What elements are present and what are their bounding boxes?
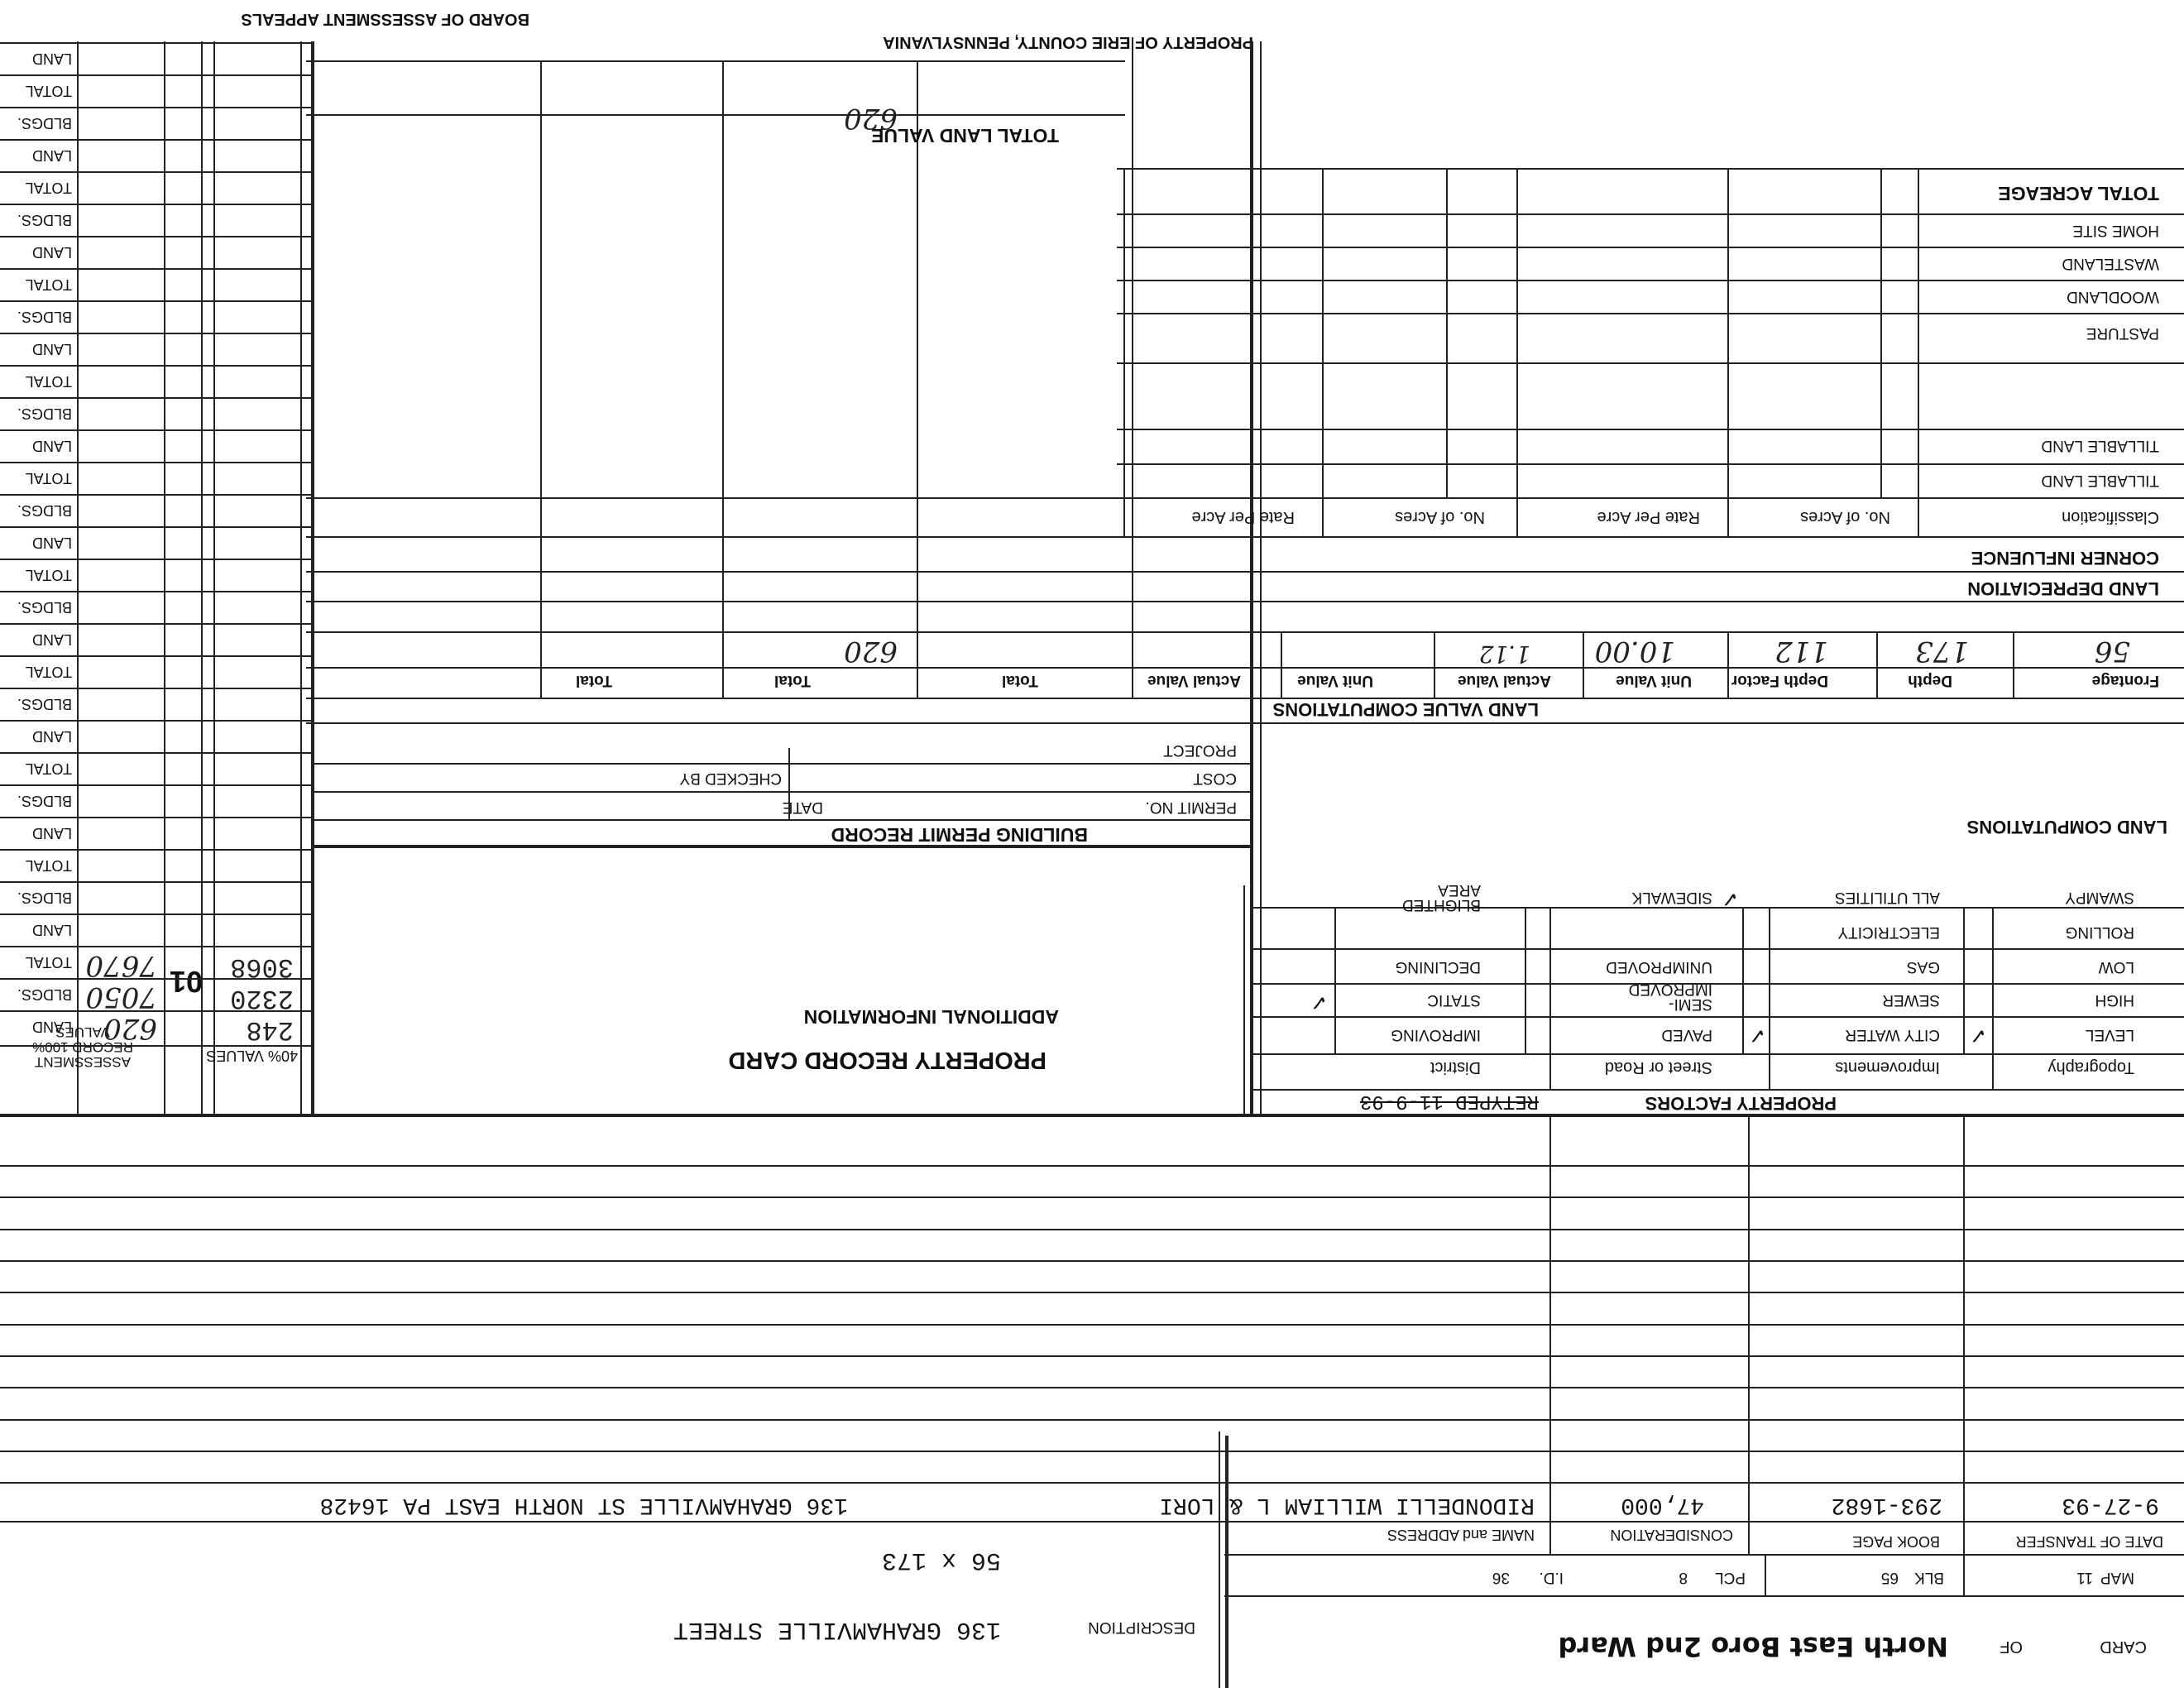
assessment-row-label: TOTAL bbox=[25, 470, 72, 487]
header-divider bbox=[1225, 1436, 1228, 1688]
assessment-rule bbox=[0, 526, 314, 528]
blk-label: BLK bbox=[1914, 1569, 1944, 1586]
assessment-rule bbox=[0, 946, 314, 947]
transfer-col-1 bbox=[1963, 1117, 1965, 1556]
assessment-row-label: LAND bbox=[31, 147, 72, 164]
assessment-row-label: LAND bbox=[31, 535, 72, 551]
topo-level: LEVEL bbox=[2085, 1026, 2134, 1043]
land100-value: 620 bbox=[103, 1012, 157, 1045]
map-label: MAP bbox=[2100, 1569, 2134, 1586]
header-divider-2 bbox=[1219, 1431, 1220, 1688]
acre-col-classification: Classification bbox=[2062, 508, 2159, 526]
acre-col bbox=[1918, 170, 1919, 538]
assessment-rule bbox=[0, 236, 314, 237]
assessment-row-label: TOTAL bbox=[25, 664, 72, 680]
header-rule-1 bbox=[1224, 1595, 2184, 1597]
imp-sewer: SEWER bbox=[1882, 991, 1940, 1009]
assessment-rule bbox=[0, 623, 314, 625]
additional-info-title: ADDITIONAL INFORMATION bbox=[803, 1006, 1059, 1028]
assessment-rule bbox=[0, 720, 314, 722]
assessment-row-label: LAND bbox=[31, 341, 72, 357]
land-computations-title: LAND COMPUTATIONS bbox=[1966, 817, 2167, 837]
assessment-row-label: TOTAL bbox=[25, 373, 72, 390]
transfer-rule bbox=[0, 1451, 2184, 1452]
assessment-rule bbox=[0, 268, 314, 270]
transfer-rule bbox=[0, 1387, 2184, 1388]
assessment-row-label: LAND bbox=[31, 438, 72, 454]
values-border bbox=[311, 41, 314, 1117]
factors-col bbox=[1549, 909, 1551, 1091]
permit-rule bbox=[314, 763, 1253, 765]
values-col bbox=[213, 41, 215, 1117]
acre-rule bbox=[1117, 362, 2184, 364]
assessment-rule bbox=[0, 978, 314, 980]
property-factors-title: PROPERTY FACTORS bbox=[1645, 1093, 1837, 1114]
acre-col bbox=[1123, 170, 1125, 538]
transfer-consideration-header: CONSIDERATION bbox=[1610, 1527, 1733, 1543]
imp-electricity: ELECTRICITY bbox=[1837, 923, 1940, 941]
assessment-label: ASSESSMENT RECORD 100% VALUES bbox=[32, 1024, 133, 1070]
assessment-rule bbox=[0, 74, 314, 76]
description-label: DESCRIPTION bbox=[1088, 1618, 1195, 1636]
col-frontage: Frontage bbox=[2091, 672, 2159, 689]
lvc-rule bbox=[306, 722, 2184, 724]
assessment-rule bbox=[0, 139, 314, 141]
assessment-row-label: BLDGS. bbox=[17, 212, 72, 228]
assessment-rule bbox=[0, 462, 314, 463]
assessment-rule bbox=[0, 107, 314, 108]
permit-col bbox=[788, 748, 790, 821]
transfer-rule bbox=[0, 1355, 2184, 1357]
acre-rule bbox=[1117, 247, 2184, 248]
transfer-book-header: BOOK PAGE bbox=[1852, 1533, 1940, 1550]
lvc-rule bbox=[306, 601, 2184, 602]
bldgs40-value: 2320 bbox=[230, 983, 294, 1014]
permit-date-label: DATE bbox=[782, 798, 823, 816]
acre-row-tillable-1: TILLABLE LAND bbox=[2041, 472, 2159, 489]
record-left-border bbox=[1250, 41, 1253, 1117]
col-unit-value-2: Unit Value bbox=[1297, 672, 1373, 689]
section-rule bbox=[0, 1114, 2184, 1117]
blk-value: 65 bbox=[1880, 1569, 1899, 1586]
assessment-row-label: BLDGS. bbox=[17, 890, 72, 906]
main-divider bbox=[1260, 41, 1262, 1117]
description-street: 136 GRAHAMVILLE STREET bbox=[673, 1615, 1001, 1643]
land40-value: 248 bbox=[246, 1014, 294, 1045]
assessment-row-label: TOTAL bbox=[25, 857, 72, 874]
lvc-col-long bbox=[917, 62, 918, 699]
lvc-rule bbox=[306, 571, 2184, 573]
factors-col bbox=[1992, 909, 1994, 1091]
frontage-value: 56 bbox=[2094, 635, 2130, 668]
acre-row-pasture: PASTURE bbox=[2086, 324, 2159, 342]
assessment-row-label: BLDGS. bbox=[17, 309, 72, 325]
county-owner-label: PROPERTY OF ERIE COUNTY, PENNSYLVANIA bbox=[883, 33, 1253, 51]
permit-rule bbox=[314, 791, 1253, 793]
lvc-col bbox=[1434, 633, 1435, 699]
total-land-value-label: TOTAL LAND VALUE bbox=[870, 125, 1059, 146]
retyped-note: RETYPED 11-9-93 bbox=[1359, 1090, 1539, 1112]
assessment-row-label: TOTAL bbox=[25, 83, 72, 99]
total40-value: 3068 bbox=[230, 952, 294, 982]
assessment-rule bbox=[0, 333, 314, 334]
acre-row-tillable-2: TILLABLE LAND bbox=[2041, 437, 2159, 454]
id-label: I.D. bbox=[1539, 1569, 1564, 1586]
col-improvements: Improvements bbox=[1835, 1058, 1940, 1077]
assessment-rule bbox=[0, 171, 314, 173]
transfer-name: RIDONDELLI WILLIAM L & LORI bbox=[1159, 1492, 1535, 1518]
bldgs100-value: 7050 bbox=[85, 981, 157, 1014]
permit-project-label: PROJECT bbox=[1163, 741, 1237, 759]
street-unimproved: UNIMPROVED bbox=[1606, 958, 1712, 976]
assessment-row-label: BLDGS. bbox=[17, 696, 72, 712]
assessment-row-label: LAND bbox=[31, 728, 72, 745]
actual-value: 1.12 bbox=[1478, 640, 1530, 668]
transfer-rule bbox=[0, 1260, 2184, 1262]
total-value: 620 bbox=[844, 635, 898, 668]
assessment-rule bbox=[0, 300, 314, 302]
district-static: STATIC bbox=[1427, 991, 1481, 1009]
imp-all-utilities: ALL UTILITIES bbox=[1834, 889, 1940, 906]
col-depth: Depth bbox=[1908, 672, 1952, 689]
acre-subcol bbox=[1880, 170, 1882, 499]
record-card-title: PROPERTY RECORD CARD bbox=[728, 1047, 1046, 1073]
values-rule bbox=[0, 1045, 314, 1047]
lvc-col-long bbox=[540, 62, 542, 699]
values-col-2 bbox=[201, 41, 203, 1117]
topo-low: LOW bbox=[2098, 958, 2134, 976]
lvc-title: LAND VALUE COMPUTATIONS bbox=[1272, 699, 1539, 720]
factors-col bbox=[1742, 909, 1744, 1055]
district-improving: IMPROVING bbox=[1391, 1026, 1481, 1043]
check-all-utilities: ✓ bbox=[1721, 887, 1739, 912]
assessment-row-label: BLDGS. bbox=[17, 502, 72, 519]
lvc-col-long bbox=[722, 62, 724, 699]
header-rule-2 bbox=[1224, 1554, 2184, 1556]
transfer-name-header: NAME and ADDRESS bbox=[1387, 1527, 1535, 1543]
transfer-consideration: 47,000 bbox=[1621, 1492, 1704, 1518]
assess-col bbox=[164, 41, 165, 1117]
acre-col-acres-2: No. of Acres bbox=[1395, 508, 1485, 526]
unit-value: 10.00 bbox=[1594, 635, 1675, 668]
dimensions: 56 x 173 bbox=[881, 1546, 1001, 1574]
check-level: ✓ bbox=[1969, 1024, 1987, 1048]
pcl-value: 8 bbox=[1679, 1569, 1688, 1586]
factors-col bbox=[1769, 909, 1770, 1091]
lvc-col bbox=[2013, 633, 2014, 699]
col-actual-value-1: Actual Value bbox=[1458, 672, 1551, 689]
street-semi-improved: SEMI-IMPROVED bbox=[1628, 981, 1712, 1013]
assessment-rule bbox=[0, 752, 314, 754]
lvc-col bbox=[1727, 633, 1729, 699]
topo-high: HIGH bbox=[2095, 991, 2134, 1009]
assessment-row-label: LAND bbox=[31, 1019, 72, 1035]
transfer-col-3 bbox=[1549, 1117, 1551, 1556]
factors-rule bbox=[1253, 1053, 2184, 1055]
assessment-row-label: LAND bbox=[31, 922, 72, 938]
acre-row-wasteland: WASTELAND bbox=[2062, 255, 2159, 272]
acre-col bbox=[1322, 170, 1324, 538]
col-unit-value-1: Unit Value bbox=[1616, 672, 1692, 689]
assessment-rule bbox=[0, 42, 314, 44]
col-topography: Topography bbox=[2048, 1058, 2134, 1077]
assessment-row-label: TOTAL bbox=[25, 567, 72, 583]
assessment-rule bbox=[0, 914, 314, 915]
transfer-rule bbox=[0, 1165, 2184, 1167]
board-label: BOARD OF ASSESSMENT APPEALS bbox=[241, 10, 529, 28]
permit-rule bbox=[314, 845, 1253, 848]
acre-rule bbox=[1117, 429, 2184, 430]
transfer-rule bbox=[0, 1482, 2184, 1484]
col-total-1: Total bbox=[1002, 672, 1038, 689]
assessment-row-label: TOTAL bbox=[25, 954, 72, 971]
id-value: 36 bbox=[1492, 1569, 1510, 1586]
lvc-col bbox=[1583, 633, 1584, 699]
acre-col bbox=[1727, 170, 1729, 538]
assess-col bbox=[77, 41, 79, 1117]
factors-col bbox=[1963, 909, 1965, 1055]
permit-no-label: PERMIT NO. bbox=[1145, 798, 1237, 816]
permit-checked-by-label: CHECKED BY bbox=[679, 770, 782, 787]
depth-value: 173 bbox=[1915, 635, 1969, 668]
lvc-rule bbox=[306, 536, 2184, 538]
card-label: CARD bbox=[2100, 1638, 2147, 1656]
transfer-rule bbox=[0, 1229, 2184, 1230]
transfer-date-header: DATE OF TRANSFER bbox=[2015, 1533, 2163, 1550]
check-paved: ✓ bbox=[1748, 1024, 1766, 1048]
acre-col-acres-1: No. of Acres bbox=[1800, 508, 1890, 526]
assessment-row-label: BLDGS. bbox=[17, 115, 72, 132]
acre-row-home-site: HOME SITE bbox=[2072, 222, 2159, 239]
lvc-rule bbox=[306, 667, 2184, 669]
year-mark: 01 bbox=[169, 965, 203, 999]
check-static: ✓ bbox=[1310, 990, 1328, 1015]
assessment-row-label: LAND bbox=[31, 244, 72, 261]
assessment-rule bbox=[0, 849, 314, 851]
of-label: OF bbox=[2000, 1638, 2023, 1656]
assessment-rule bbox=[0, 655, 314, 657]
acre-rule bbox=[1117, 463, 2184, 465]
assessment-rule bbox=[0, 397, 314, 399]
assessment-row-label: LAND bbox=[31, 50, 72, 67]
assessment-row-label: BLDGS. bbox=[17, 793, 72, 809]
acre-col-rate-1: Rate Per Acre bbox=[1597, 508, 1700, 526]
col-total-3: Total bbox=[576, 672, 612, 689]
assessment-rule bbox=[0, 494, 314, 496]
transfer-rule bbox=[0, 1324, 2184, 1326]
district-blighted: BLIGHTED AREA bbox=[1401, 881, 1481, 914]
building-permit-title: BUILDING PERMIT RECORD bbox=[831, 824, 1088, 846]
header-rule-3 bbox=[0, 1521, 2184, 1523]
street-paved: PAVED bbox=[1661, 1026, 1712, 1043]
assessment-rule bbox=[0, 429, 314, 431]
acre-row-woodland: WOODLAND bbox=[2067, 288, 2159, 305]
assessment-rule bbox=[0, 591, 314, 592]
assessment-rule bbox=[0, 559, 314, 560]
factors-rule bbox=[1253, 1016, 2184, 1018]
transfer-address: 136 GRAHAMVILLE ST NORTH EAST PA 16428 bbox=[319, 1492, 848, 1518]
assessment-row-label: TOTAL bbox=[25, 180, 72, 196]
lvc-rule bbox=[306, 698, 2184, 699]
acre-rule bbox=[1117, 280, 2184, 281]
total100-value: 7670 bbox=[85, 949, 157, 982]
acre-rule bbox=[306, 497, 2184, 499]
assessment-rule bbox=[0, 365, 314, 367]
map-value: 11 bbox=[2076, 1569, 2093, 1586]
land-depreciation-label: LAND DEPRECIATION bbox=[1967, 578, 2159, 599]
lvc-rule bbox=[306, 631, 2184, 633]
lvc-col bbox=[1281, 633, 1282, 699]
factors-rule bbox=[1253, 983, 2184, 985]
assessment-rule bbox=[0, 1010, 314, 1012]
assessment-row-label: LAND bbox=[31, 631, 72, 648]
transfer-date: 9-27-93 bbox=[2062, 1492, 2159, 1518]
corner-influence-label: CORNER INFLUENCE bbox=[1971, 548, 2159, 568]
acre-col bbox=[1516, 170, 1518, 538]
factors-rule bbox=[1253, 948, 2184, 950]
assessment-row-label: BLDGS. bbox=[17, 986, 72, 1003]
col-district: District bbox=[1430, 1058, 1481, 1077]
blk-col-divider bbox=[1765, 1556, 1766, 1597]
transfer-book-page: 293-1682 bbox=[1831, 1492, 1942, 1518]
transfer-rule bbox=[0, 1292, 2184, 1293]
transfer-rule bbox=[0, 1419, 2184, 1421]
permit-cost-label: COST bbox=[1193, 770, 1237, 787]
assessment-rule bbox=[0, 204, 314, 205]
values40-label: 40% VALUES bbox=[206, 1048, 298, 1064]
factors-col bbox=[1525, 909, 1526, 1055]
street-sidewalk: SIDEWALK bbox=[1631, 889, 1712, 906]
col-total-2: Total bbox=[774, 672, 811, 689]
assessment-row-label: TOTAL bbox=[25, 760, 72, 777]
acre-col-rate-2: Rate Per Acre bbox=[1191, 508, 1295, 526]
assessment-rule bbox=[0, 881, 314, 883]
factors-rule bbox=[1253, 1089, 2184, 1091]
total-acreage-label: TOTAL ACREAGE bbox=[1998, 183, 2159, 204]
district-declining: DECLINING bbox=[1395, 958, 1481, 976]
lvc-col bbox=[1876, 633, 1878, 699]
tlv-rule bbox=[306, 114, 1125, 116]
col-depth-factor: Depth Factor bbox=[1731, 672, 1828, 689]
factors-col bbox=[1334, 909, 1336, 1055]
topo-rolling: ROLLING bbox=[2065, 923, 2134, 941]
acre-rule bbox=[1117, 313, 2184, 314]
acre-rule bbox=[1117, 213, 2184, 215]
imp-city-water: CITY WATER bbox=[1845, 1026, 1940, 1043]
assessment-row-label: BLDGS. bbox=[17, 405, 72, 422]
pcl-label: PCL bbox=[1715, 1569, 1746, 1586]
depth-factor-value: 112 bbox=[1774, 635, 1828, 668]
acre-rule bbox=[1117, 168, 2184, 170]
assessment-row-label: LAND bbox=[31, 825, 72, 842]
assessment-row-label: TOTAL bbox=[25, 276, 72, 293]
assessment-rule bbox=[0, 817, 314, 818]
transfer-rule bbox=[0, 1196, 2184, 1198]
municipality-title: North East Boro 2nd Ward bbox=[1558, 1631, 1948, 1662]
assessment-rule bbox=[0, 784, 314, 786]
col-actual-value-2: Actual Value bbox=[1147, 672, 1241, 689]
total-land-value: 620 bbox=[844, 102, 898, 135]
topo-swampy: SWAMPY bbox=[2065, 889, 2134, 906]
record-left-border-2 bbox=[1243, 885, 1245, 1117]
transfer-col-2 bbox=[1748, 1117, 1750, 1556]
imp-gas: GAS bbox=[1906, 958, 1940, 976]
tlv-rule bbox=[306, 60, 1125, 62]
assessment-rule bbox=[0, 688, 314, 689]
col-street-road: Street or Road bbox=[1604, 1058, 1712, 1077]
permit-rule bbox=[314, 819, 1253, 821]
lvc-col-long bbox=[1132, 37, 1133, 699]
acre-subcol bbox=[1446, 170, 1448, 499]
assessment-row-label: BLDGS. bbox=[17, 599, 72, 616]
values-border-2 bbox=[300, 41, 302, 1117]
